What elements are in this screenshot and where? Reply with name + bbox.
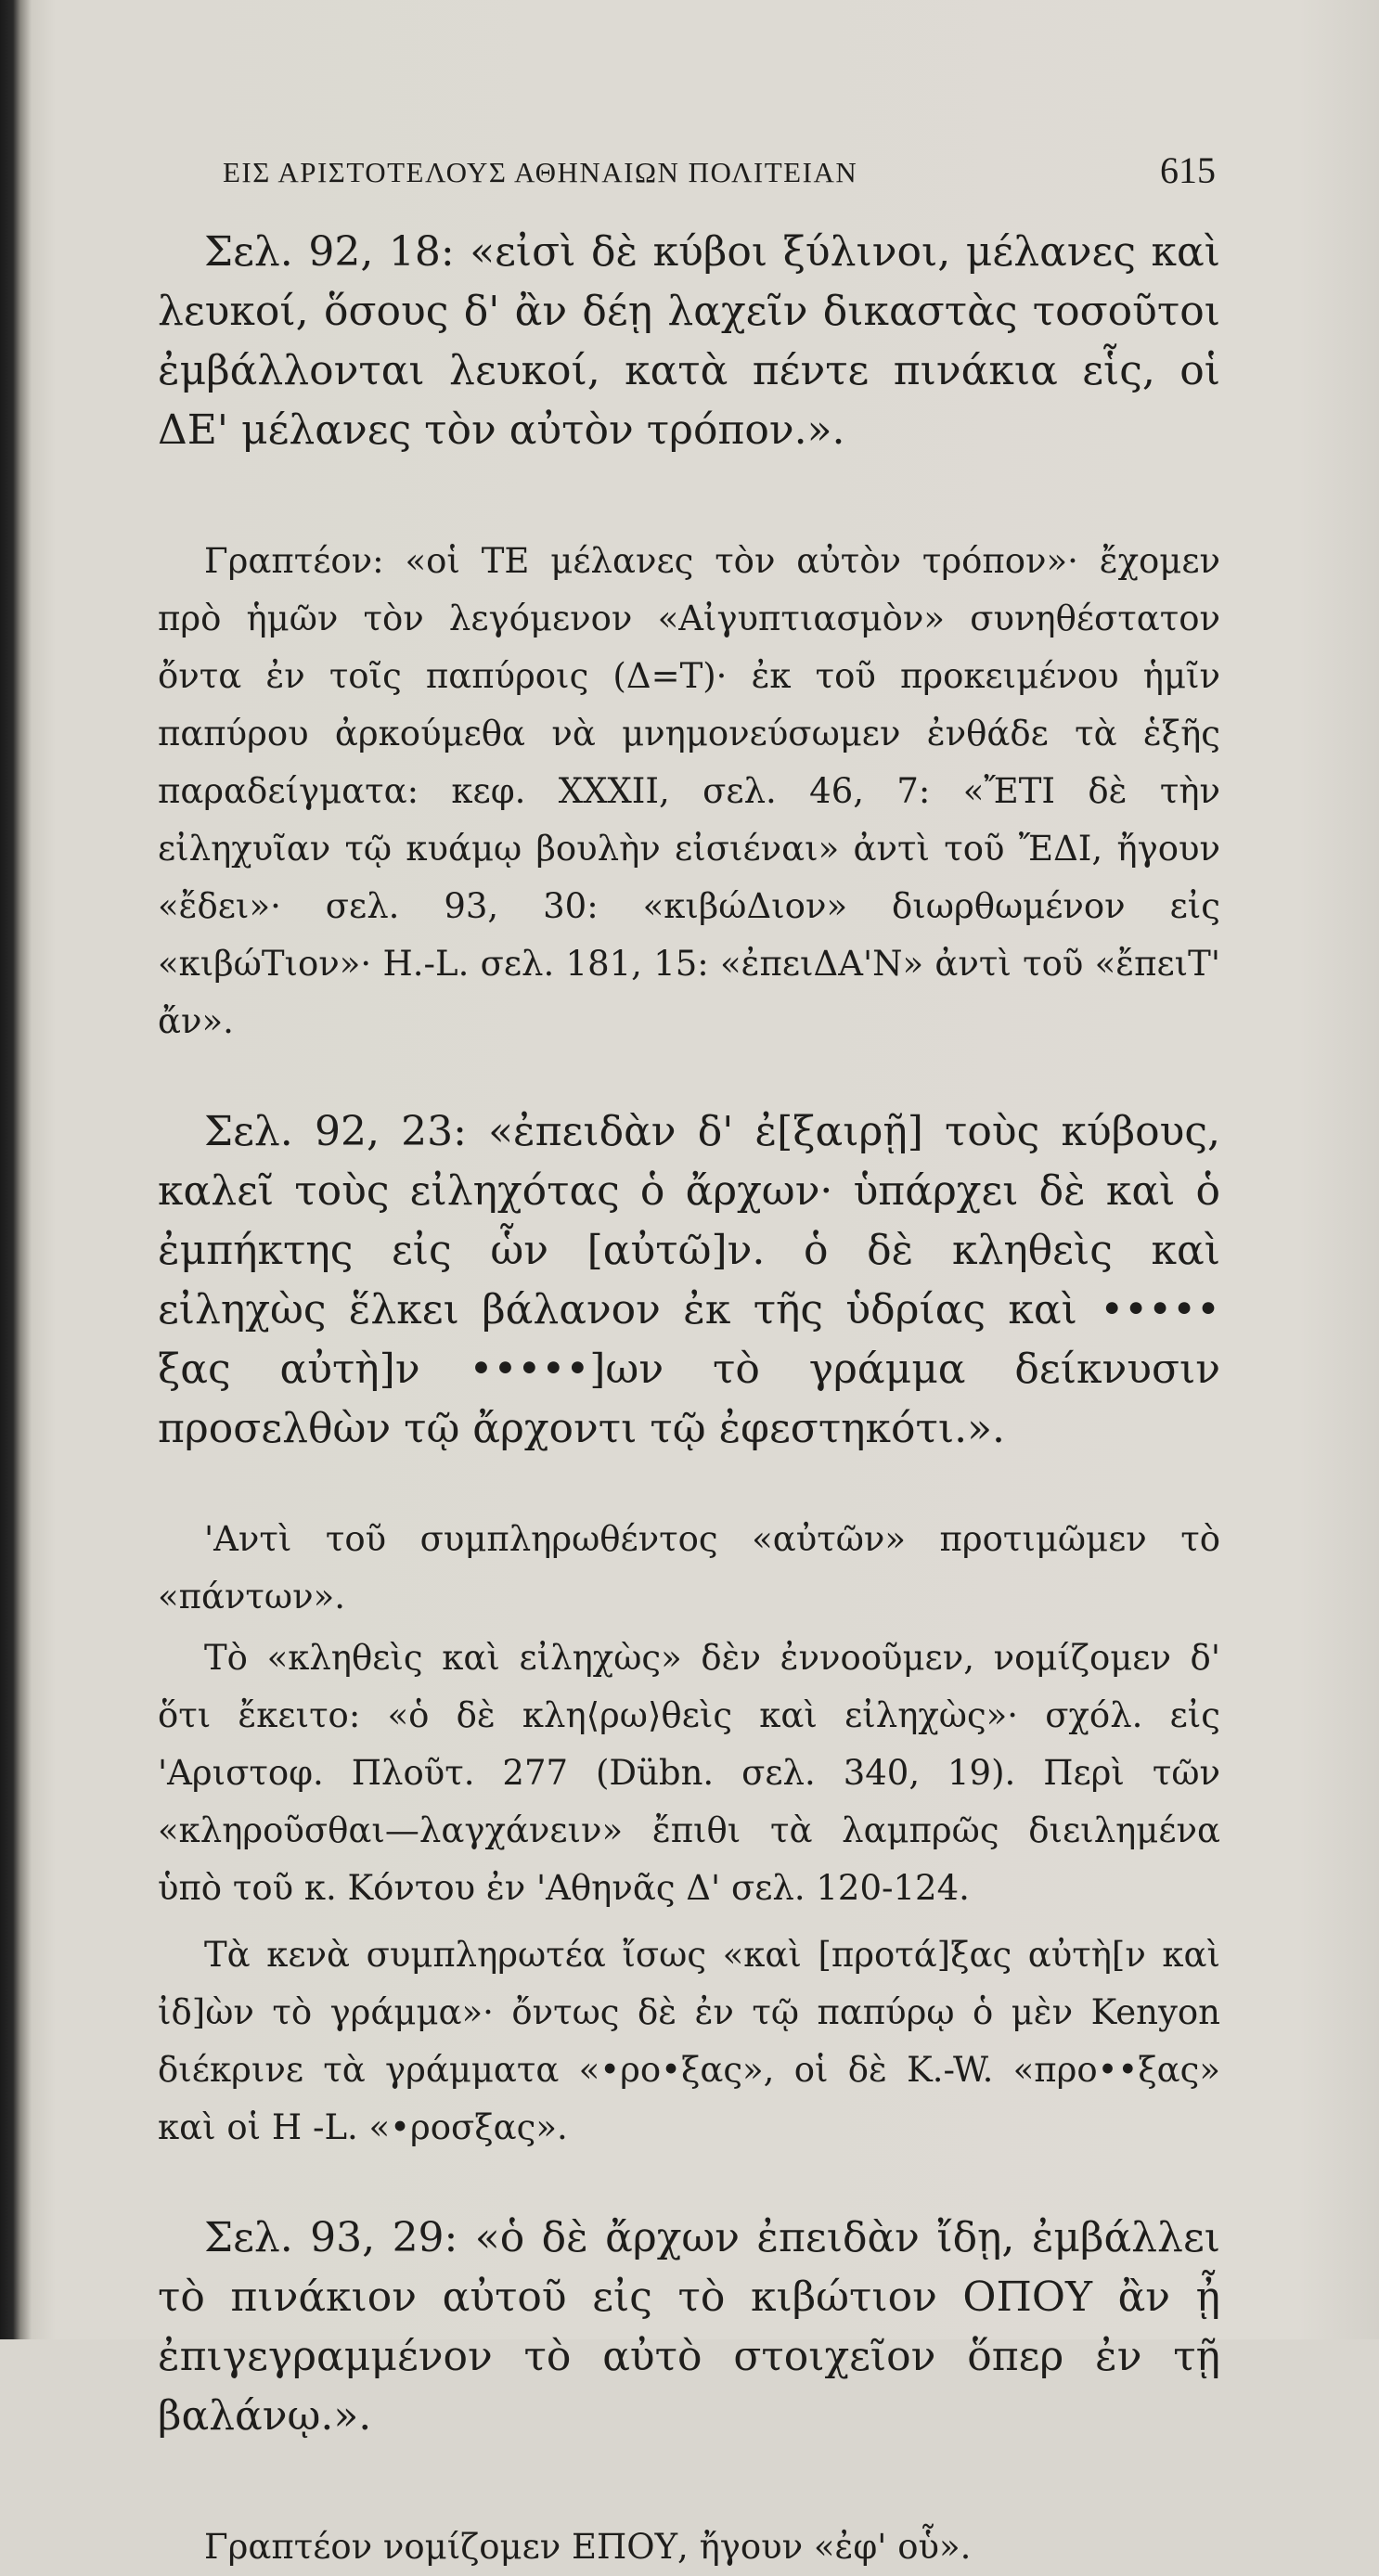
- paragraph-commentary-egyptianism: Γραπτέον: «οἱ ΤΕ μέλανες τὸν αὐτὸν τρόπον»· ἔχομεν πρὸ ἡμῶν τὸν λεγόμενον «Αἰγυπτιασμὸν» συνηθέστατον ὄντα ἐν τοῖς παπύροις (Δ=Τ)· ἐκ τοῦ προκειμένου ἡμῖν παπύρου ἀρκούμεθα νὰ μνημονεύσωμεν ἐνθάδε τὰ ἑξῆς παραδείγματα: κεφ. XXXII, σελ. 46, 7: «ἜΤΙ δὲ τὴν εἰληχυῖαν τῷ κυάμῳ βουλὴν εἰσιέναι» ἀντὶ τοῦ ἜΔΙ, ἤγουν «ἔδει»· σελ. 93, 30: «κιβώΔιον» διωρθωμένον εἰς «κιβώΤιον»· H.-L. σελ. 181, 15: «ἐπειΔΑ'Ν» ἀντὶ τοῦ «ἔπειΤ' ἄν».: [158, 541, 1220, 1041]
- body-text: [158, 223, 1220, 2576]
- paragraph-quote-92-23: Σελ. 92, 23: «ἐπειδὰν δ' ἐ[ξαιρῇ] τοὺς κύβους, καλεῖ τοὺς εἰληχότας ὁ ἄρχων· ὑπάρχει δὲ καὶ ὁ ἐμπήκτης εἰς ὧν [αὐτῶ]ν. ὁ δὲ κληθεὶς καὶ εἰληχὼς ἕλκει βάλανον ἐκ τῆς ὑδρίας καὶ ••••• ξας αὐτὴ]ν •••••]ων τὸ γράμμα δείκνυσιν προσελθὼν τῷ ἄρχοντι τῷ ἐφεστηκότι.».: [158, 1108, 1220, 1452]
- paragraph-commentary-gaps: Τὰ κενὰ συμπληρωτέα ἴσως «καὶ [προτά]ξας αὐτὴ[ν καὶ ἰδ]ὼν τὸ γράμμα»· ὄντως δὲ ἐν τῷ παπύρῳ ὁ μὲν Kenyon διέκρινε τὰ γράμματα «•ρο•ξας», οἱ δὲ K.-W. «προ••ξας» καὶ οἱ H -L. «•ροσξας».: [158, 1935, 1220, 2147]
- paragraph-commentary-panton: 'Αντὶ τοῦ συμπληρωθέντος «αὐτῶν» προτιμῶμεν τὸ «πάντων».: [158, 1519, 1220, 1616]
- page-header: [223, 148, 1216, 195]
- paragraph-quote-92-18: Σελ. 92, 18: «εἰσὶ δὲ κύβοι ξύλινοι, μέλανες καὶ λευκοί, ὅσους δ' ἂν δέῃ λαχεῖν δικαστὰς τοσοῦτοι ἐμβάλλονται λευκοί, κατὰ πέντε πινάκια εἷς, οἱ ΔΕ' μέλανες τὸν αὐτὸν τρόπον.».: [158, 228, 1220, 454]
- page-number: 615: [1160, 149, 1216, 191]
- paragraph-quote-93-29: Σελ. 93, 29: «ὁ δὲ ἄρχων ἐπειδὰν ἴδῃ, ἐμβάλλει τὸ πινάκιον αὐτοῦ εἰς τὸ κιβώτιον ΟΠΟΥ ἂν ᾖ ἐπιγεγραμμένον τὸ αὐτὸ στοιχεῖον ὅπερ ἐν τῇ βαλάνῳ.».: [158, 2214, 1220, 2440]
- running-title: ΕΙΣ ΑΡΙΣΤΟΤΕΛΟΥΣ ΑΘΗΝΑΙΩΝ ΠΟΛΙΤΕΙΑΝ: [223, 156, 858, 188]
- paragraph-commentary-klerotheis: Τὸ «κληθεὶς καὶ εἰληχὼς» δὲν ἐννοοῦμεν, νομίζομεν δ' ὅτι ἔκειτο: «ὁ δὲ κλη⟨ρω⟩θεὶς καὶ εἰληχὼς»· σχόλ. εἰς 'Αριστοφ. Πλοῦτ. 277 (Dübn. σελ. 340, 19). Περὶ τῶν «κληροῦσθαι—λαγχάνειν» ἔπιθι τὰ λαμπρῶς διειλημένα ὑπὸ τοῦ κ. Κόντου ἐν 'Αθηνᾶς Δ' σελ. 120-124.: [158, 1638, 1220, 1908]
- paragraph-commentary-epou: Γραπτέον νομίζομεν ΕΠΟΥ, ἤγουν «ἐφ' οὗ».: [204, 2527, 972, 2567]
